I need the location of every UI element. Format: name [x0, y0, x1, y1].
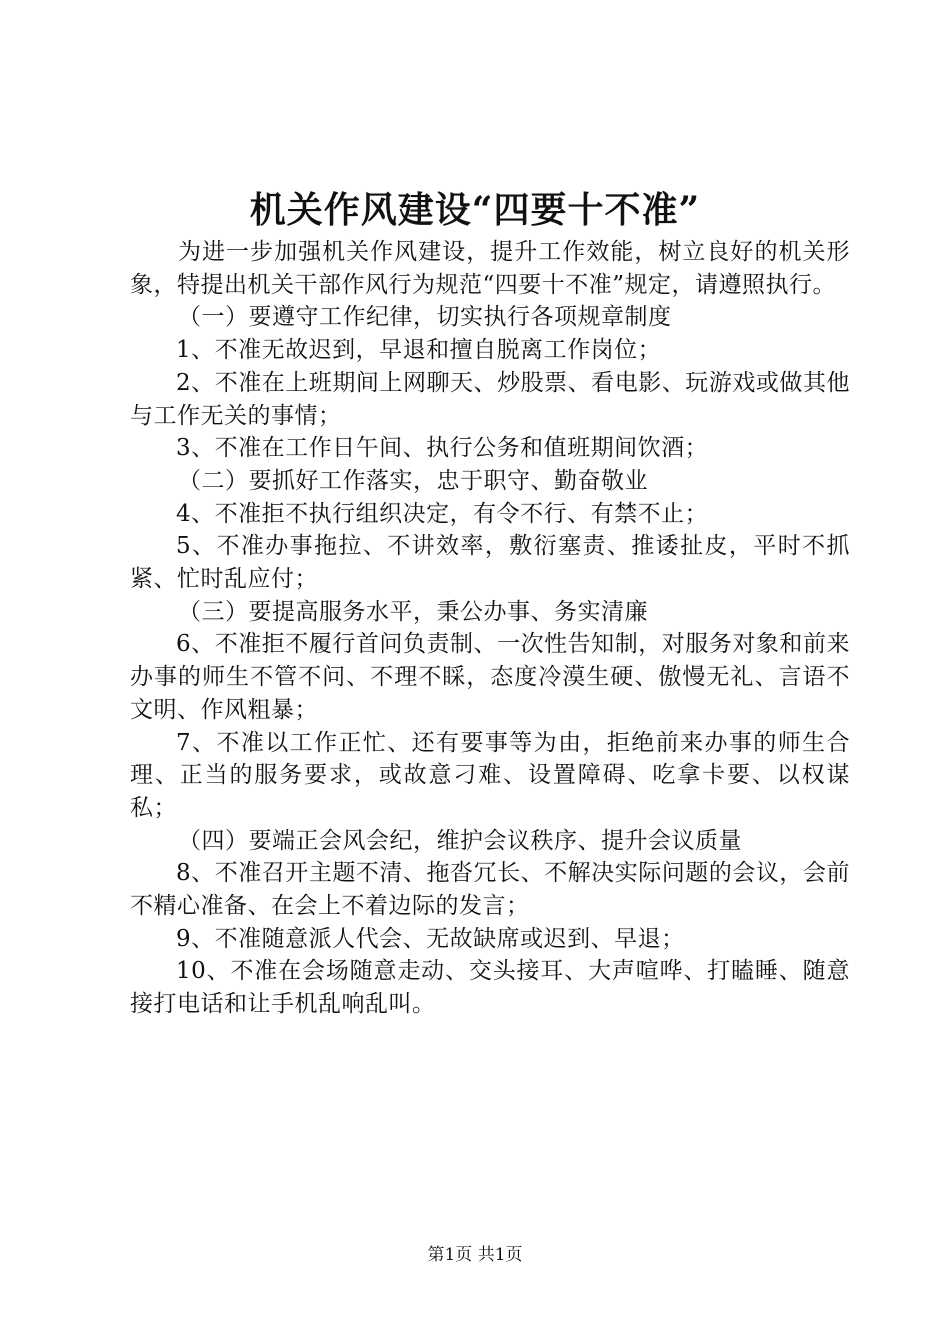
- rule-item-1: 1、不准无故迟到，早退和擅自脱离工作岗位；: [176, 337, 662, 364]
- rule-item-10: 10、不准在会场随意走动、交头接耳、大声喧哗、打瞌睡、随意接打电话和让手机乱响乱叫。: [130, 958, 850, 1018]
- rule-item-4: 4、不准拒不执行组织决定，有令不行、有禁不止；: [176, 500, 709, 527]
- section-heading-1: （一）要遵守工作纪律，切实执行各项规章制度: [178, 304, 672, 331]
- rule-item-9: 9、不准随意派人代会、无故缺席或迟到、早退；: [176, 925, 685, 952]
- rule-item-6: 6、不准拒不履行首问负责制、一次性告知制，对服务对象和前来办事的师生不管不问、不理不睬，态度冷漠生硬、傲慢无礼、言语不文明、作风粗暴；: [130, 631, 850, 723]
- rule-item-3: 3、不准在工作日午间、执行公务和值班期间饮酒；: [176, 435, 709, 462]
- section-heading-4: （四）要端正会风会纪，维护会议秩序、提升会议质量: [178, 827, 742, 854]
- rule-item-5: 5、不准办事拖拉、不讲效率，敷衍塞责、推诿扯皮，平时不抓紧、忙时乱应付；: [130, 533, 850, 593]
- page-title: 机关作风建设“四要十不准”: [249, 189, 701, 231]
- rule-item-8: 8、不准召开主题不清、拖沓冗长、不解决实际问题的会议，会前不精心准备、在会上不着边际的发言；: [130, 860, 850, 920]
- rule-item-2: 2、不准在上班期间上网聊天、炒股票、看电影、玩游戏或做其他与工作无关的事情；: [130, 369, 850, 429]
- document-body: [130, 236, 850, 1021]
- section-heading-3: （三）要提高服务水平，秉公办事、务实清廉: [178, 598, 648, 625]
- page-footer: 第1页 共1页: [427, 1245, 523, 1265]
- rule-item-7: 7、不准以工作正忙、还有要事等为由，拒绝前来办事的师生合理、正当的服务要求，或故意刁难、设置障碍、吃拿卡要、以权谋私；: [130, 729, 850, 821]
- intro-paragraph: 为进一步加强机关作风建设，提升工作效能，树立良好的机关形象，特提出机关干部作风行为规范“四要十不准”规定，请遵照执行。: [130, 239, 850, 298]
- section-heading-2: （二）要抓好工作落实，忠于职守、勤奋敬业: [178, 467, 648, 494]
